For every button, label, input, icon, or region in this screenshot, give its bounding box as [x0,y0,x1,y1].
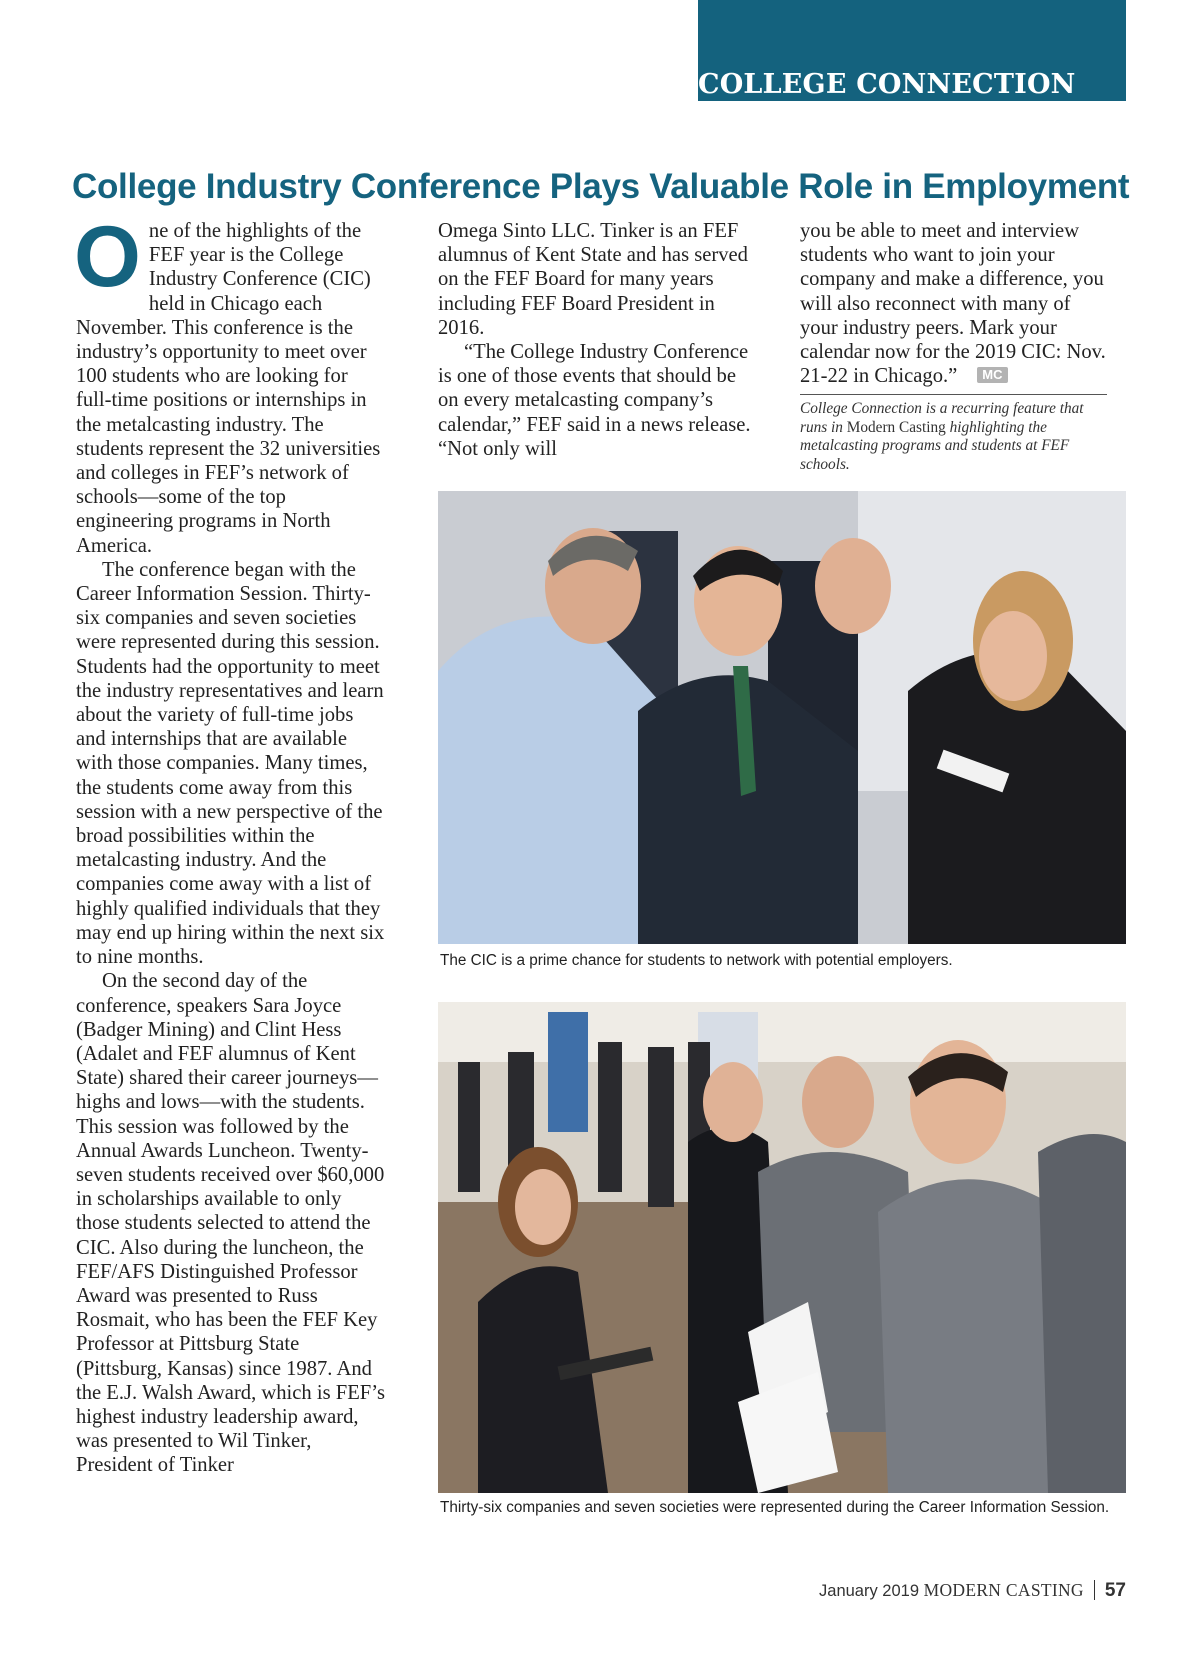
paragraph [800,219,1110,388]
photo-caption: Thirty-six companies and seven societies were represented during the Career Information Session. [440,1499,1110,1516]
section-label: COLLEGE CONNECTION [698,69,1076,100]
paragraph-text: you be able to meet and interview students who want to join your company and make a difference, you will also reconnect with many of your industry peers. Mark your calendar now for the 2019 CIC: Nov. 21-22 in Chicago.” [800,220,1106,388]
paragraph: On the second day of the conference, speakers Sara Joyce (Badger Mining) and Clint Hess (Adalet and FEF alumnus of Kent State) shared their career journeys—highs and lows—with the students. This session was followed by the Annual Awards Luncheon. Twenty-seven students received over $60,000 in scholarships available to only those students selected to attend the CIC. Also during the luncheon, the FEF/AFS Distinguished Professor Award was presented to Russ Rosmait, who has been the FEF Key Professor at Pittsburg State (Pittsburg, Kansas) since 1987. And the E.J. Walsh Award, which is FEF’s highest industry leadership award, was presented to Wil Tinker, President of Tinker [76,970,385,1477]
end-mark-badge: MC [977,367,1007,383]
article-column-1 [74,209,388,1478]
article-headline: College Industry Conference Plays Valuable Role in Employment [72,167,1130,206]
career-session-photo-illustration [438,1002,1126,1493]
footer-divider [1094,1580,1095,1600]
paragraph: Omega Sinto LLC. Tinker is an FEF alumnus of Kent State and has served on the FEF Board for many years including FEF Board President in 2016. [438,220,748,339]
paragraph: “The College Industry Conference is one of those events that should be on every metalcasting company’s calendar,” FEF said in a news release. “Not only will [438,341,751,460]
paragraph: The conference began with the Career Information Session. Thirty-six companies and seven societies were represented during this session. Students had the opportunity to meet the industry representatives and learn about the variety of full-time jobs and internships that are available with those companies. Many times, the students come away from this session with a new perspective of the broad possibilities within the metalcasting industry. And the companies come away with a list of highly qualified individuals that they may end up hiring within the next six to nine months. [76,558,385,969]
page-footer [819,1579,1126,1602]
networking-photo [438,491,1126,944]
article-column-2 [438,219,753,461]
feature-note [800,400,1110,474]
drop-cap: O [74,209,141,305]
paragraph-text: ne of the highlights of the FEF year is the College Industry Conference (CIC) held in Chicago each November. This conference is the industry’s opportunity to meet over 100 students who are looking for full-time positions or internships in the metalcasting industry. The students represent the 32 universities and colleges in FEF’s network of schools—some of the top engineering programs in North America. [76,220,381,557]
page-number: 57 [1104,1580,1126,1601]
paragraph [74,209,388,558]
career-session-photo [438,1002,1126,1493]
networking-photo-illustration [438,491,1126,944]
note-divider [800,394,1107,395]
note-text-start: College Connection is a recurring feature that runs in [800,400,1084,436]
article-column-3 [800,219,1110,388]
issue-date: January 2019 [819,1582,920,1600]
note-text-end: highlighting the metalcasting programs and students at FEF schools. [800,418,1070,473]
note-magazine-name: Modern Casting [846,418,946,436]
photo-caption: The CIC is a prime chance for students to network with potential employers. [440,952,953,969]
publication-name: MODERN CASTING [923,1580,1084,1600]
